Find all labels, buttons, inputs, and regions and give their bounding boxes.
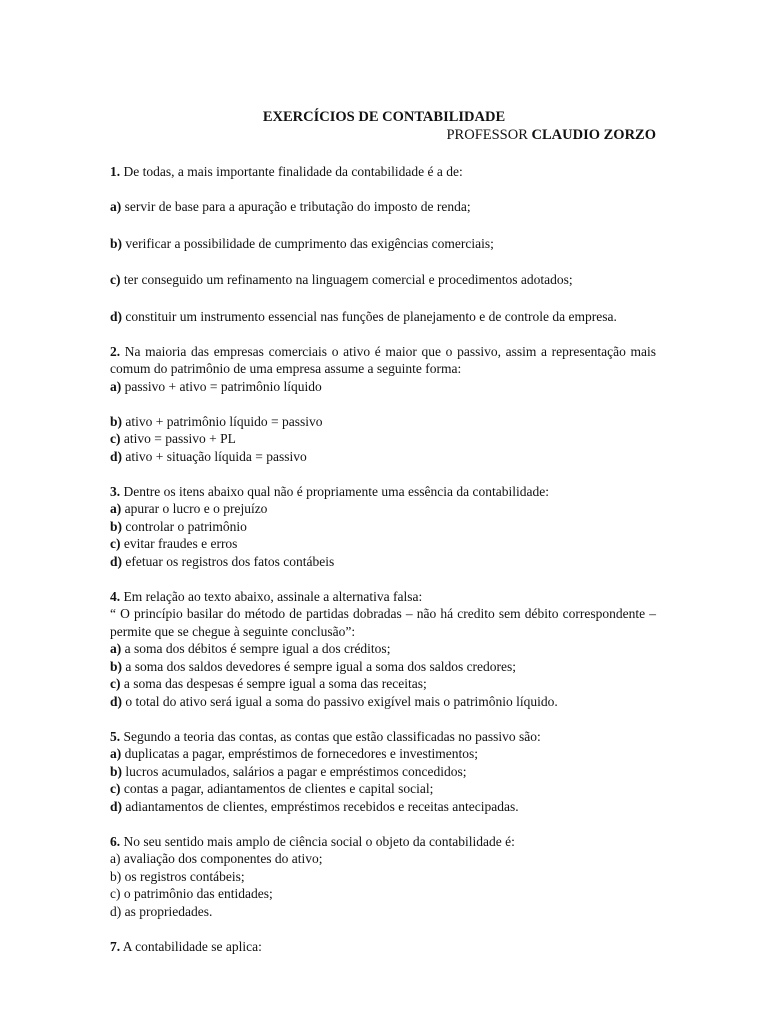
- q1-option-d: d) constituir um instrumento essencial nas funções de planejamento e de controle da empresa.: [110, 308, 617, 324]
- q3-option-d: d) efetuar os registros dos fatos contábeis: [110, 553, 335, 569]
- q4-option-d: d) o total do ativo será igual a soma do passivo exigível mais o patrimônio líquido.: [110, 693, 558, 709]
- q4-option-a: a) a soma dos débitos é sempre igual a dos créditos;: [110, 641, 391, 656]
- q1-option-a: a) servir de base para a apuração e tributação do imposto de renda;: [110, 199, 471, 214]
- professor-name: CLAUDIO ZORZO: [531, 127, 656, 143]
- question-2: 2. Na maioria das empresas comerciais o ativo é maior que o passivo, assim a representação mais comum do patrimônio de uma empresa assume a seguinte forma:: [110, 343, 656, 376]
- q2-option-d: d) ativo + situação líquida = passivo: [110, 448, 307, 464]
- exercise-list: [110, 163, 656, 955]
- q1-option-c: c) ter conseguido um refinamento na linguagem comercial e procedimentos adotados;: [110, 272, 573, 287]
- question-5: 5. Segundo a teoria das contas, as contas que estão classificadas no passivo são:: [110, 728, 541, 744]
- q2-option-c: c) ativo = passivo + PL: [110, 431, 236, 446]
- q5-option-d: d) adiantamentos de clientes, empréstimos recebidos e receitas antecipadas.: [110, 798, 519, 814]
- question-1: 1. De todas, a mais importante finalidade da contabilidade é a de:: [110, 164, 463, 179]
- q4-option-c: c) a soma das despesas é sempre igual a soma das receitas;: [110, 676, 427, 691]
- q5-option-c: c) contas a pagar, adiantamentos de clientes e capital social;: [110, 781, 434, 796]
- document-title: EXERCÍCIOS DE CONTABILIDADE: [262, 109, 506, 125]
- q1-option-b: b) verificar a possibilidade de cumprimento das exigências comerciais;: [110, 235, 494, 251]
- professor-line: [446, 127, 656, 144]
- q3-option-c: c) evitar fraudes e erros: [110, 536, 238, 551]
- q3-option-b: b) controlar o patrimônio: [110, 518, 247, 534]
- question-6: 6. No seu sentido mais amplo de ciência social o objeto da contabilidade é:: [110, 833, 515, 849]
- q4-option-b: b) a soma dos saldos devedores é sempre igual a soma dos saldos credores;: [110, 658, 517, 674]
- q3-option-a: a) apurar o lucro e o prejuízo: [110, 501, 268, 516]
- q6-option-b: b) os registros contábeis;: [110, 868, 245, 884]
- q4-quote: “ O princípio basilar do método de partidas dobradas – não há credito sem débito correspondente – permite que se chegue à seguinte conclusão”:: [110, 606, 656, 639]
- q6-option-d: d) as propriedades.: [110, 903, 213, 919]
- q5-option-b: b) lucros acumulados, salários a pagar e empréstimos concedidos;: [110, 763, 467, 779]
- q6-option-c: c) o patrimônio das entidades;: [110, 886, 273, 901]
- q2-option-b: b) ativo + patrimônio líquido = passivo: [110, 413, 323, 429]
- question-3: 3. Dentre os itens abaixo qual não é propriamente uma essência da contabilidade:: [110, 483, 549, 499]
- question-4: 4. Em relação ao texto abaixo, assinale a alternativa falsa:: [110, 588, 423, 604]
- q2-option-a: a) passivo + ativo = patrimônio líquido: [110, 378, 322, 394]
- question-7: 7. A contabilidade se aplica:: [110, 938, 262, 954]
- q6-option-a: a) avaliação dos componentes do ativo;: [110, 851, 323, 866]
- q5-option-a: a) duplicatas a pagar, empréstimos de fornecedores e investimentos;: [110, 746, 478, 761]
- professor-prefix: PROFESSOR: [446, 127, 528, 143]
